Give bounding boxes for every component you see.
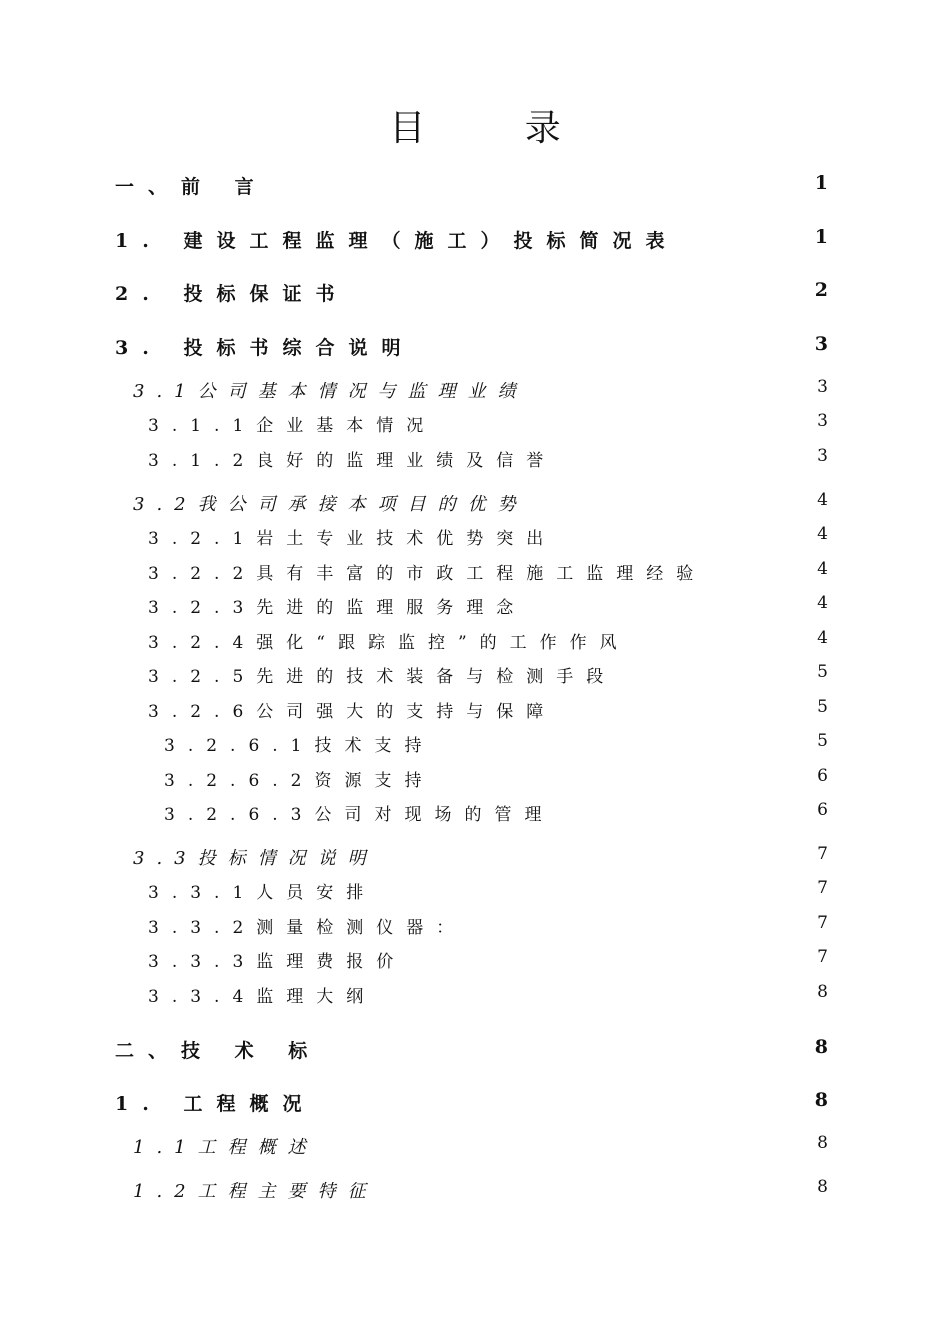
toc-entry-page: 6 — [817, 766, 828, 786]
toc-entry-1[interactable] — [0, 226, 950, 256]
toc-entry-page: 5 — [817, 731, 828, 751]
toc-entry-t1[interactable] — [0, 1089, 950, 1119]
toc-entry-label: 3.2.6公司强大的支持与保障 — [148, 702, 557, 722]
toc-entry-label: 3.2.6.3公司对现场的管理 — [164, 805, 555, 825]
toc-title: 目 录 — [389, 108, 605, 149]
toc-entry-3-2-3[interactable] — [0, 593, 950, 623]
toc-entry-3-2-6-2[interactable] — [0, 766, 950, 796]
toc-entry-3-1[interactable] — [0, 377, 950, 407]
toc-entry-page: 3 — [817, 446, 828, 466]
toc-entry-page: 8 — [817, 982, 828, 1002]
toc-entry-page: 4 — [817, 490, 828, 510]
toc-entry-page: 3 — [817, 411, 828, 431]
toc-entry-3-2-4[interactable] — [0, 628, 950, 658]
toc-entry-3-2[interactable] — [0, 490, 950, 520]
toc-entry-page: 8 — [814, 1036, 828, 1058]
toc-entry-3-1-2[interactable] — [0, 446, 950, 476]
toc-entry-label: 3.3.1人员安排 — [148, 883, 377, 903]
toc-entry-3-3-3[interactable] — [0, 947, 950, 977]
toc-entry-3-2-6-1[interactable] — [0, 731, 950, 761]
toc-entry-label: 1.1工程概述 — [133, 1137, 318, 1158]
toc-entry-3-2-1[interactable] — [0, 524, 950, 554]
toc-entry-label: 二、技 术 标 — [115, 1040, 322, 1062]
toc-entry-page: 1 — [814, 226, 828, 248]
toc-entry-technical[interactable] — [0, 1036, 950, 1066]
toc-entry-label: 1.2工程主要特征 — [133, 1181, 378, 1202]
toc-entry-page: 6 — [817, 800, 828, 820]
toc-entry-page: 7 — [817, 878, 828, 898]
toc-entry-page: 8 — [814, 1089, 828, 1111]
toc-entry-page: 8 — [817, 1133, 828, 1153]
toc-entry-page: 4 — [817, 628, 828, 648]
toc-entry-page: 5 — [817, 697, 828, 717]
toc-entry-page: 8 — [817, 1177, 828, 1197]
toc-entry-3-3-1[interactable] — [0, 878, 950, 908]
toc-entry-3-2-6-3[interactable] — [0, 800, 950, 830]
toc-entry-label: 1. 工程概况 — [115, 1093, 316, 1115]
toc-entry-label: 1. 建设工程监理（施工）投标简况表 — [115, 230, 679, 252]
toc-entry-page: 4 — [817, 559, 828, 579]
toc-entry-label: 3.2我公司承接本项目的优势 — [133, 494, 528, 515]
toc-entry-label: 3.1.2良好的监理业绩及信誉 — [148, 451, 557, 471]
toc-entry-label: 3.2.3先进的监理服务理念 — [148, 598, 527, 618]
toc-entry-page: 4 — [817, 524, 828, 544]
toc-entry-3-2-6[interactable] — [0, 697, 950, 727]
toc-entry-label: 3.3投标情况说明 — [133, 848, 378, 869]
toc-entry-t1-1[interactable] — [0, 1133, 950, 1163]
toc-entry-page: 7 — [817, 947, 828, 967]
toc-entry-3-2-5[interactable] — [0, 662, 950, 692]
toc-entry-3-3[interactable] — [0, 844, 950, 874]
toc-entry-page: 7 — [817, 844, 828, 864]
toc-entry-label: 3.2.6.1技术支持 — [164, 736, 435, 756]
toc-entry-2[interactable] — [0, 279, 950, 309]
toc-entry-label: 一、前 言 — [115, 176, 268, 198]
toc-entry-label: 3.2.4强化“跟踪监控”的工作作风 — [148, 633, 630, 653]
toc-entry-page: 3 — [817, 377, 828, 397]
toc-entry-label: 3.3.4监理大纲 — [148, 987, 377, 1007]
toc-entry-t1-2[interactable] — [0, 1177, 950, 1207]
toc-entry-label: 3.3.2测量检测仪器： — [148, 918, 467, 938]
toc-entry-page: 1 — [814, 172, 828, 194]
toc-entry-page: 3 — [814, 333, 828, 355]
toc-entry-label: 3.2.1岩土专业技术优势突出 — [148, 529, 557, 549]
toc-entry-page: 4 — [817, 593, 828, 613]
toc-entry-3[interactable] — [0, 333, 950, 363]
toc-entry-label: 3.1.1企业基本情况 — [148, 416, 437, 436]
toc-entry-page: 7 — [817, 913, 828, 933]
toc-entry-3-3-4[interactable] — [0, 982, 950, 1012]
toc-entry-page: 5 — [817, 662, 828, 682]
toc-entry-3-2-2[interactable] — [0, 559, 950, 589]
toc-entry-page: 2 — [814, 279, 828, 301]
toc-entry-label: 3.2.6.2资源支持 — [164, 771, 435, 791]
toc-entry-label: 3.1公司基本情况与监理业绩 — [133, 381, 528, 402]
toc-entry-label: 3.2.2具有丰富的市政工程施工监理经验 — [148, 564, 707, 584]
toc-entry-label: 3.3.3监理费报价 — [148, 952, 407, 972]
toc-entry-label: 3.2.5先进的技术装备与检测手段 — [148, 667, 617, 687]
toc-entry-label: 2. 投标保证书 — [115, 283, 349, 305]
toc-entry-3-1-1[interactable] — [0, 411, 950, 441]
toc-entry-label: 3. 投标书综合说明 — [115, 337, 415, 359]
toc-entry-3-3-2[interactable] — [0, 913, 950, 943]
toc-entry-preface[interactable] — [0, 172, 950, 202]
